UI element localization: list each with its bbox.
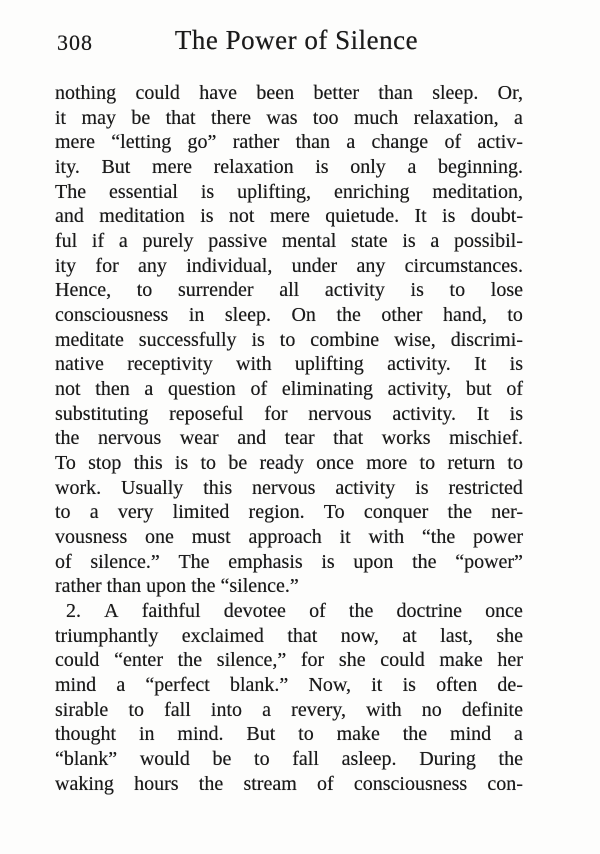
word: be: [131, 106, 151, 129]
word: may: [81, 106, 116, 129]
word: silence.”: [90, 550, 160, 573]
text-line: [55, 772, 523, 797]
word: more: [366, 452, 408, 475]
word: activity: [324, 279, 385, 302]
word: meditation,: [432, 180, 523, 203]
text-line: [55, 599, 523, 624]
word: was: [266, 106, 298, 129]
word: stream: [243, 772, 297, 795]
word: receptivity: [127, 353, 213, 376]
text-line: [55, 352, 523, 377]
word: only: [350, 156, 386, 179]
text-line: [55, 624, 523, 649]
word: mere: [269, 205, 310, 228]
word: last,: [440, 624, 473, 647]
word: is: [509, 402, 523, 425]
word: a: [118, 230, 128, 253]
word: relaxation,: [413, 106, 499, 129]
word: must: [191, 526, 231, 549]
word: to: [298, 723, 314, 746]
word: consciousness: [353, 772, 468, 795]
word: is: [251, 328, 265, 351]
word: of: [506, 378, 523, 401]
word: consciousness: [55, 304, 169, 327]
word: for: [95, 254, 119, 277]
word: she: [496, 624, 523, 647]
word: mere: [55, 131, 95, 154]
word: it: [371, 674, 383, 697]
word: could: [135, 82, 180, 104]
word: to: [279, 328, 296, 351]
word: To: [323, 501, 345, 524]
text-line: [55, 747, 523, 772]
word: Or,: [497, 82, 523, 104]
word: a: [430, 230, 440, 253]
text-line: [55, 451, 523, 476]
word: definite: [461, 698, 523, 721]
word: rather: [232, 131, 280, 154]
word: ner-: [491, 501, 523, 524]
word: of: [316, 772, 334, 795]
word: uplifting,: [237, 180, 312, 203]
text-line: [55, 402, 523, 427]
word: one: [145, 526, 174, 549]
word: too: [312, 106, 339, 129]
word: than: [295, 131, 331, 154]
word: passive: [208, 230, 268, 253]
word: faithful: [141, 600, 201, 623]
word: any: [138, 254, 167, 277]
word: a: [89, 501, 99, 524]
word: doctrine: [396, 600, 462, 623]
word: hand,: [442, 304, 487, 327]
word: change: [371, 131, 429, 154]
word: a: [262, 698, 272, 721]
word: other: [381, 304, 423, 327]
word: is: [174, 452, 189, 475]
word: is: [410, 279, 424, 302]
page-title: The Power of Silence: [174, 25, 419, 55]
word: under: [291, 254, 338, 277]
word: with: [368, 526, 405, 549]
word: fall: [164, 698, 191, 721]
word: A: [104, 600, 119, 623]
word: upon: [353, 550, 394, 573]
word: the: [412, 550, 437, 573]
word: not: [55, 378, 81, 401]
word: mere: [152, 156, 192, 179]
word: thought: [55, 723, 117, 746]
word: “power”: [455, 550, 523, 573]
word: make: [439, 649, 483, 672]
text-line: [55, 106, 523, 131]
word: native: [55, 353, 104, 376]
word: Now,: [308, 674, 352, 697]
word: mind.: [177, 723, 224, 746]
word: it: [55, 106, 67, 129]
text-line: [55, 426, 523, 451]
word: wise,: [394, 328, 436, 351]
word: this: [203, 476, 233, 499]
word: purely: [142, 230, 194, 253]
word: be: [212, 748, 232, 771]
word: is: [402, 674, 416, 697]
word: to: [419, 452, 436, 475]
word: mental: [281, 230, 337, 253]
word: enriching: [333, 180, 410, 203]
word: that: [333, 427, 364, 450]
word: the: [498, 748, 523, 771]
word: conquer: [363, 501, 429, 524]
word: hours: [134, 772, 179, 795]
word: is: [200, 205, 214, 228]
word: is: [315, 156, 329, 179]
word: stop: [88, 452, 122, 475]
word: to: [449, 279, 466, 302]
word: all: [279, 279, 300, 302]
text-line: [55, 254, 523, 279]
text-line: [55, 229, 523, 254]
word: for: [264, 402, 288, 425]
word: the: [336, 304, 361, 327]
page-number: 308: [57, 30, 93, 55]
word: no: [421, 698, 442, 721]
word: could: [380, 649, 425, 672]
text-line: [55, 81, 523, 106]
word: lose: [490, 279, 523, 302]
word: emphasis: [228, 550, 303, 573]
word: a: [346, 131, 356, 154]
word: ready: [259, 452, 304, 475]
word: better: [313, 82, 360, 104]
word: not: [228, 205, 255, 228]
text-line: [55, 377, 523, 402]
word: could: [55, 649, 100, 672]
word: activity.: [387, 353, 451, 376]
word: a: [144, 378, 154, 401]
word: 2.: [66, 600, 81, 623]
word: of: [444, 131, 462, 154]
word: ful: [55, 230, 78, 253]
word: in: [138, 723, 155, 746]
word: ity.: [55, 156, 80, 179]
word: uplifting: [294, 353, 364, 376]
text-line: [55, 648, 523, 673]
word: limited: [172, 501, 230, 524]
text-line: [55, 328, 523, 353]
text-line: [55, 500, 523, 525]
word: and: [237, 427, 267, 450]
word: activ-: [477, 131, 523, 154]
word: sirable: [55, 698, 109, 721]
word: her: [497, 649, 523, 672]
word: It: [414, 205, 427, 228]
word: to: [200, 452, 217, 475]
word: the: [177, 649, 203, 672]
word: works: [381, 427, 431, 450]
word: combine: [310, 328, 380, 351]
word: the: [402, 723, 428, 746]
word: is: [321, 550, 335, 573]
word: To: [55, 452, 76, 475]
word: than: [378, 82, 413, 104]
word: triumphantly: [55, 624, 159, 647]
word: return: [447, 452, 496, 475]
text-line: [55, 155, 523, 180]
word: “blank”: [55, 748, 118, 771]
page-body: [55, 81, 523, 796]
word: if: [91, 230, 105, 253]
word: ity: [55, 254, 77, 277]
word: to: [254, 748, 270, 771]
word: silence,”: [216, 649, 287, 672]
word: Usually: [121, 476, 184, 499]
word: this: [133, 452, 163, 475]
word: to: [128, 698, 144, 721]
word: once: [316, 452, 354, 475]
word: “enter: [114, 649, 163, 672]
text-line: [55, 303, 523, 328]
word: meditation: [99, 205, 185, 228]
word: It: [476, 402, 489, 425]
word: It: [474, 353, 487, 376]
text-line: [55, 180, 523, 205]
word: vousness: [55, 526, 128, 549]
word: in: [188, 304, 205, 327]
word: approach: [248, 526, 322, 549]
word: surrender: [177, 279, 254, 302]
word: revery,: [291, 698, 346, 721]
word: essential: [109, 180, 178, 203]
text-line: [55, 698, 523, 723]
word: activity: [335, 476, 396, 499]
word: beginning.: [437, 156, 523, 179]
word: “perfect: [145, 674, 210, 697]
word: is: [442, 205, 456, 228]
word: substituting: [55, 402, 149, 425]
word: region.: [248, 501, 305, 524]
word: The: [55, 180, 87, 203]
word: state: [350, 230, 388, 253]
text-line: rather than upon the “silence.”: [55, 575, 299, 598]
word: nervous: [308, 402, 372, 425]
word: reposeful: [169, 402, 244, 425]
word: possibil-: [453, 230, 523, 253]
word: for: [300, 649, 325, 672]
word: been: [256, 82, 295, 104]
word: go”: [187, 131, 217, 154]
word: “the: [421, 526, 456, 549]
word: blank.”: [229, 674, 289, 697]
word: wear: [179, 427, 219, 450]
word: de-: [497, 674, 523, 697]
word: she: [338, 649, 366, 672]
word: quietude.: [325, 205, 400, 228]
text-line: [55, 204, 523, 229]
word: a: [116, 674, 126, 697]
word: nervous: [97, 427, 162, 450]
word: discrimi-: [450, 328, 523, 351]
word: meditate: [55, 328, 124, 351]
word: a: [514, 106, 523, 129]
word: that: [165, 106, 196, 129]
word: “letting: [111, 131, 172, 154]
word: devotee: [223, 600, 286, 623]
word: activity.: [392, 402, 456, 425]
word: is: [415, 476, 429, 499]
word: make: [336, 723, 380, 746]
text-line: [55, 550, 523, 575]
word: But: [101, 156, 131, 179]
word: at: [402, 624, 417, 647]
word: the: [348, 600, 374, 623]
word: question: [168, 378, 236, 401]
word: doubt-: [470, 205, 523, 228]
word: relaxation: [213, 156, 294, 179]
word: waking: [55, 772, 114, 795]
word: much: [353, 106, 399, 129]
word: of: [309, 600, 326, 623]
word: sleep.: [432, 82, 479, 104]
word: eliminating: [281, 378, 373, 401]
word: of: [55, 550, 72, 573]
text-line: [55, 476, 523, 501]
word: but: [466, 378, 492, 401]
word: activity,: [387, 378, 452, 401]
word: now,: [340, 624, 379, 647]
word: sleep.: [224, 304, 271, 327]
word: is: [200, 180, 215, 203]
page-header: [0, 24, 600, 60]
word: nothing: [55, 82, 117, 104]
word: any: [356, 254, 386, 277]
word: restricted: [448, 476, 523, 499]
word: and: [55, 205, 84, 228]
word: On: [291, 304, 316, 327]
word: a: [407, 156, 417, 179]
word: is: [509, 353, 523, 376]
word: power: [473, 526, 523, 549]
word: fall: [292, 748, 319, 771]
word: with: [236, 353, 272, 376]
word: very: [117, 501, 154, 524]
word: to: [507, 452, 523, 475]
text-line: [55, 130, 523, 155]
word: is: [402, 230, 416, 253]
word: to: [507, 304, 523, 327]
word: circumstances.: [404, 254, 523, 277]
word: But: [246, 723, 276, 746]
word: that: [287, 624, 318, 647]
word: The: [178, 550, 210, 573]
word: would: [139, 748, 190, 771]
word: then: [95, 378, 130, 401]
word: exclaimed: [181, 624, 264, 647]
word: to: [55, 501, 71, 524]
word: During: [419, 748, 476, 771]
word: the: [55, 427, 80, 450]
word: individual,: [186, 254, 273, 277]
word: work.: [55, 476, 102, 499]
text-line: [55, 673, 523, 698]
word: to: [136, 279, 153, 302]
word: into: [210, 698, 243, 721]
text-line: [55, 525, 523, 550]
word: con-: [487, 772, 523, 795]
word: with: [366, 698, 402, 721]
word: have: [199, 82, 238, 104]
word: the: [198, 772, 224, 795]
word: often: [436, 674, 478, 697]
word: there: [211, 106, 251, 129]
text-line: [55, 278, 523, 303]
text-line: [55, 722, 523, 747]
word: tear: [284, 427, 315, 450]
word: of: [250, 378, 268, 401]
word: successfully: [138, 328, 237, 351]
word: a: [514, 723, 523, 746]
word: it: [339, 526, 351, 549]
word: asleep.: [341, 748, 397, 771]
word: nervous: [252, 476, 316, 499]
word: mind: [450, 723, 492, 746]
word: mischief.: [449, 427, 523, 450]
word: the: [447, 501, 472, 524]
word: mind: [55, 674, 97, 697]
word: once: [485, 600, 523, 623]
word: be: [228, 452, 248, 475]
word: Hence,: [55, 279, 112, 302]
